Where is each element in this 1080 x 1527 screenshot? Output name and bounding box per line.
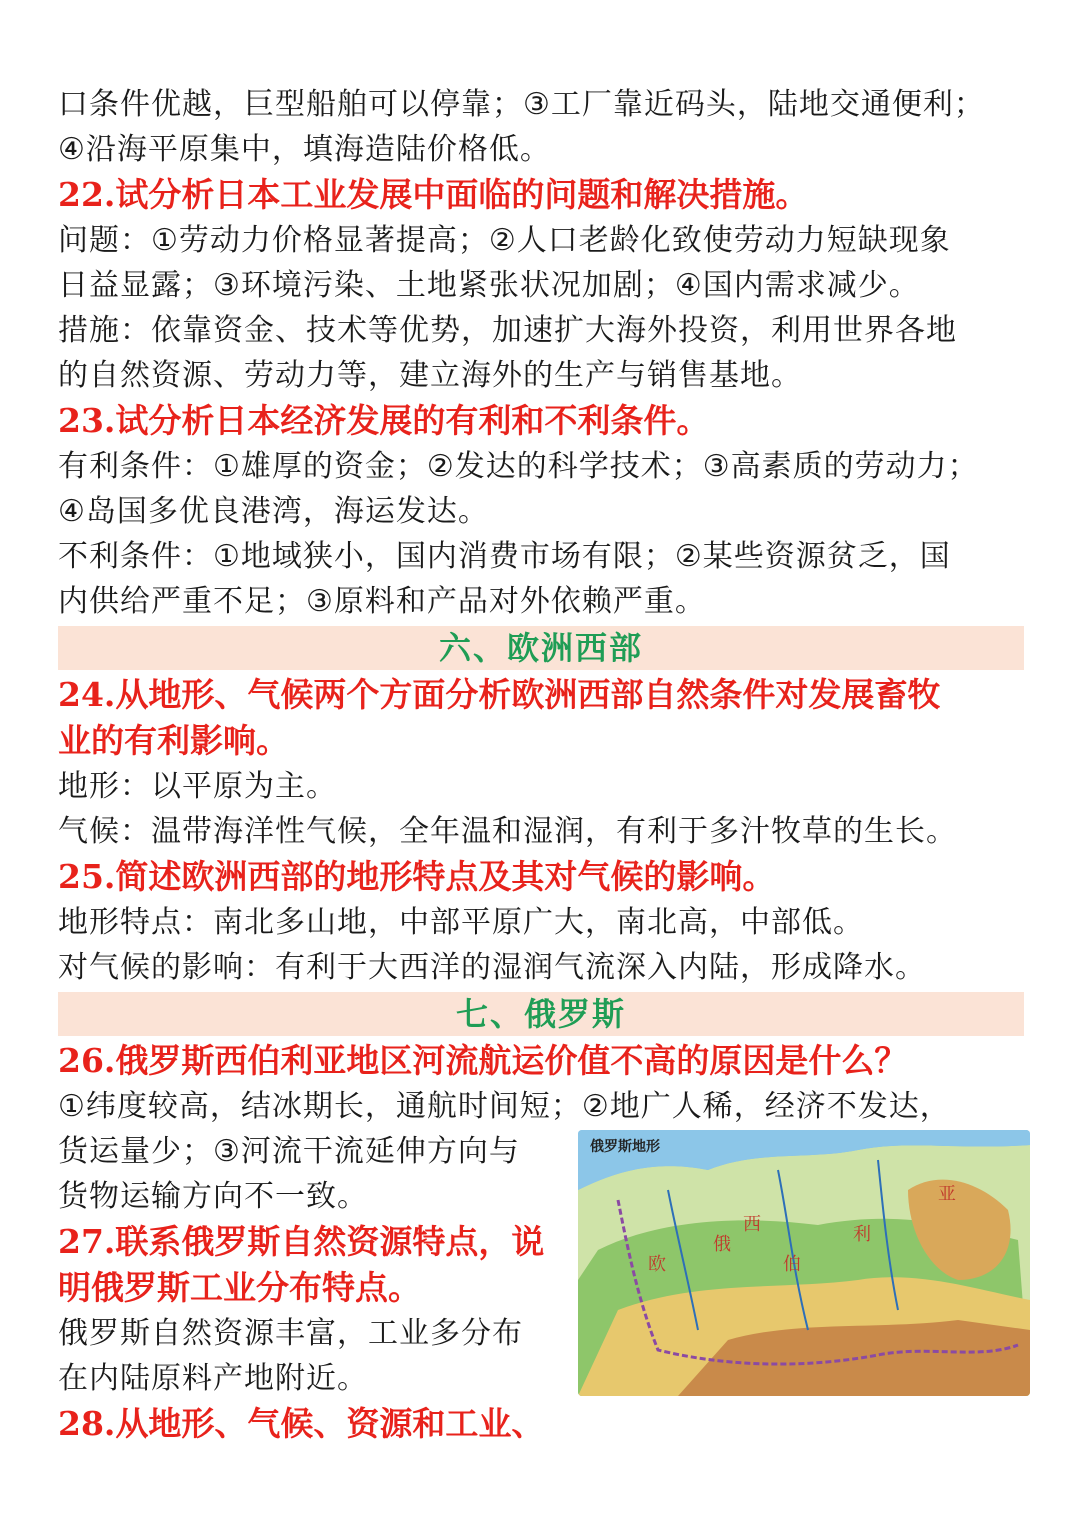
text-line: 在内陆原料产地附近。 [58,1361,368,1396]
question-22: 22.试分析日本工业发展中面临的问题和解决措施。 [58,175,809,214]
question-25: 25.简述欧洲西部的地形特点及其对气候的影响。 [58,857,776,896]
question-24: 24.从地形、气候两个方面分析欧洲西部自然条件对发展畜牧 [58,675,941,714]
text-line: 措施：依靠资金、技术等优势，加速扩大海外投资，利用世界各地 [58,313,957,348]
russia-terrain-map [578,1130,1030,1396]
question-27: 27.联系俄罗斯自然资源特点，说 [58,1222,545,1261]
svg-text:俄: 俄 [713,1234,731,1255]
svg-text:亚: 亚 [938,1184,956,1205]
question-24-cont: 业的有利影响。 [58,721,289,760]
russia-block [58,1084,1028,1447]
text-line: 口条件优越，巨型船舶可以停靠；③工厂靠近码头，陆地交通便利； [58,87,985,122]
question-27-cont: 明俄罗斯工业分布特点。 [58,1268,421,1307]
question-23: 23.试分析日本经济发展的有利和不利条件。 [58,401,710,440]
text-line: 气候：温带海洋性气候，全年温和湿润，有利于多汁牧草的生长。 [58,814,957,849]
text-line: 地形：以平原为主。 [58,769,337,804]
text-line: 日益显露；③环境污染、土地紧张状况加剧；④国内需求减少。 [58,268,920,303]
text-line: 有利条件：①雄厚的资金；②发达的科学技术；③高素质的劳动力； [58,449,979,484]
map-title: 俄罗斯地形 [590,1139,660,1155]
text-line: ④沿海平原集中，填海造陆价格低。 [58,132,551,167]
text-line: ①纬度较高，结冰期长，通航时间短；②地广人稀，经济不发达， [58,1089,951,1124]
text-line: 问题：①劳动力价格显著提高；②人口老龄化致使劳动力短缺现象 [58,223,951,258]
text-line: 的自然资源、劳动力等，建立海外的生产与销售基地。 [58,358,802,393]
svg-text:伯: 伯 [783,1254,801,1275]
text-line: 货运量少；③河流干流延伸方向与 [58,1134,520,1169]
text-line: 不利条件：①地域狭小，国内消费市场有限；②某些资源贫乏，国 [58,539,951,574]
svg-text:西: 西 [743,1214,761,1235]
section-header-western-europe: 六、欧洲西部 [58,626,1024,670]
text-line: 货物运输方向不一致。 [58,1179,368,1214]
question-28: 28.从地形、气候、资源和工业、 [58,1404,545,1443]
text-line: 内供给严重不足；③原料和产品对外依赖严重。 [58,584,706,619]
text-line: 俄罗斯自然资源丰富，工业多分布 [58,1316,523,1351]
document-page [58,82,1028,1447]
question-26: 26.俄罗斯西伯利亚地区河流航运价值不高的原因是什么？ [58,1041,908,1080]
text-line: 对气候的影响：有利于大西洋的湿润气流深入内陆，形成降水。 [58,950,926,985]
text-line: 地形特点：南北多山地，中部平原广大，南北高，中部低。 [58,905,864,940]
svg-text:欧: 欧 [648,1254,666,1275]
section-header-russia: 七、俄罗斯 [58,992,1024,1036]
text-line: ④岛国多优良港湾，海运发达。 [58,494,489,529]
svg-text:利: 利 [853,1224,871,1245]
map-graphic [578,1130,1030,1396]
